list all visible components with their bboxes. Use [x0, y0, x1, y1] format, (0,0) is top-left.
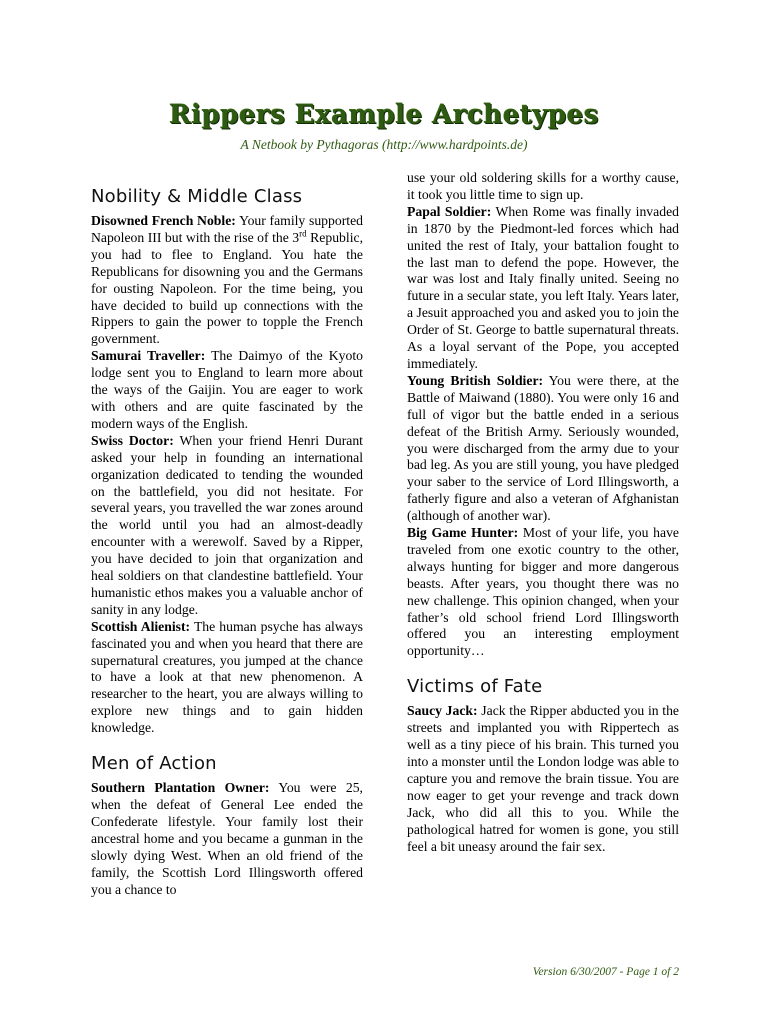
archetype-papal-soldier: [407, 204, 679, 373]
archetype-text: You were there, at the Battle of Maiwand (1880). You were only 16 and full of vigor but the battle ended in a serious defeat of the British Army. Seriously wounded, you were discharged from the army due to your bad leg. As you are still young, you have pledged your saber to the service of Lord Illingsworth, a fatherly figure and also a veteran of Afghanistan (although of another war).: [407, 372, 679, 524]
archetype-text: Most of your life, you have traveled from one exotic country to the other, always hunting for bigger and more dangerous beasts. After years, you thought there was no new challenge. This opinion changed, when your father’s old school friend Lord Illingsworth offered you an interesting employment opportunity…: [407, 525, 679, 659]
section-heading-nobility: Nobility & Middle Class: [91, 186, 303, 207]
page-title: Rippers Example Archetypes: [169, 100, 599, 130]
archetype-name: Southern Plantation Owner:: [91, 780, 270, 796]
archetype-southern-plantation-owner: [91, 780, 363, 898]
archetype-name: Young British Soldier:: [407, 372, 544, 388]
archetype-text: Your family supported Napoleon III but with the rise of the 3: [91, 213, 363, 245]
archetype-text: When Rome was finally invaded in 1870 by the Piedmont-led forces which had united the rest of Italy, your battalion fought to the last man to defend the pope. However, the war was lost and Italy finally united. Seeing no future in a secular state, you left Italy. Years later, a Jesuit approached you and asked you to join the Order of St. George to battle supernatural threats. As a loyal servant of the Pope, you accepted immediately.: [407, 203, 679, 371]
archetype-name: Big Game Hunter:: [407, 525, 519, 541]
archetype-big-game-hunter: [407, 525, 679, 660]
archetype-samurai-traveller: [91, 348, 363, 433]
archetype-young-british-soldier: [407, 373, 679, 525]
section-heading-men-of-action: Men of Action: [91, 753, 217, 775]
archetype-name: Swiss Doctor:: [91, 432, 174, 448]
archetype-text: The human psyche has always fascinated you and when you heard that there are supernatural creatures, you jumped at the chance to have a look at that new phenomenon. A researcher to the heart, you are always willing to explore new things and to gain hidden knowledge.: [91, 618, 363, 736]
archetype-text: Jack the Ripper abducted you in the streets and implanted you with Rippertech as well as a tiny piece of his brain. This turned you into a monster until the London lodge was able to capture you and remove the brain tissue. You are now eager to get your revenge and track down Jack, who did all this to you. While the pathological hatred for women is gone, you still feel a bit uneasy around the fair sex.: [407, 703, 679, 854]
page-footer: Version 6/30/2007 - Page 1 of 2: [532, 966, 679, 978]
archetype-continuation: use your old soldering skills for a worthy cause, it took you little time to sign up.: [407, 170, 679, 202]
archetype-name: Papal Soldier:: [407, 203, 492, 219]
archetype-scottish-alienist: [91, 619, 363, 737]
archetype-text: When your friend Henri Durant asked your help in founding an international organization dedicated to tending the wounded on the battlefield, you did not hesitate. For several years, you travelled the war zones around the world until you had an almost-deadly encounter with a werewolf. Saved by a Ripper, you have decided to join that organization and heal soldiers on that clandestine battlefield. Your humanistic ethos makes you a valuable anchor of sanity in any lodge.: [91, 432, 363, 617]
left-column: [91, 186, 363, 898]
page-subtitle: A Netbook by Pythagoras (http://www.hardpoints.de): [240, 137, 528, 152]
archetype-saucy-jack: [407, 703, 679, 855]
archetype-swiss-doctor: [91, 433, 363, 619]
section-heading-victims-of-fate: Victims of Fate: [407, 676, 543, 698]
archetype-text: The Daimyo of the Kyoto lodge sent you to England to learn more about the ways of the Gaijin. You are eager to work with others and are quite fascinated by the modern ways of the English.: [91, 348, 363, 431]
archetype-text: You were 25, when the defeat of General Lee ended the Confederate lifestyle. Your family lost their ancestral home and you became a gunman in the slowly dying West. When an old friend of the family, the Scottish Lord Illingsworth offered you a chance to: [91, 780, 363, 897]
archetype-name: Saucy Jack:: [407, 703, 478, 719]
right-column: [407, 170, 679, 855]
archetype-name: Scottish Alienist:: [91, 618, 191, 634]
archetype-disowned-french-noble: [91, 213, 363, 348]
archetype-text: Republic, you had to flee to England. You hate the Republicans for disowning you and the Germans for ousting Napoleon. For the time being, you have decided to build up connections with the Rippers to gain the power to topple the French government.: [91, 229, 363, 347]
ordinal-suffix: rd: [299, 228, 307, 239]
archetype-name: Samurai Traveller:: [91, 348, 206, 364]
archetype-name: Disowned French Noble:: [91, 213, 236, 228]
